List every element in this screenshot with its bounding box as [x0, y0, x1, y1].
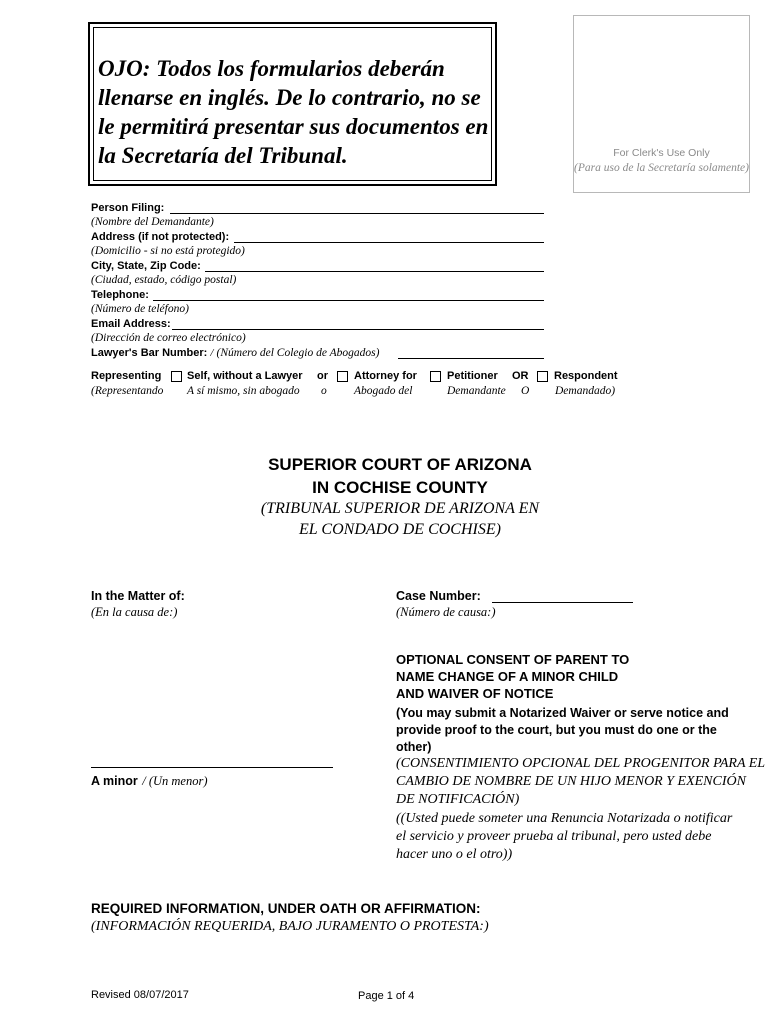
- case-number-label: Case Number:: [396, 589, 481, 603]
- minor-label: A minor: [91, 774, 138, 788]
- address-label: Address (if not protected):: [91, 231, 230, 243]
- representing-label: Representing: [91, 370, 162, 382]
- city-label-es: (Ciudad, estado, código postal): [91, 274, 237, 286]
- attorney-label: Attorney for: [354, 370, 417, 382]
- representing-label-es: (Representando: [91, 385, 164, 397]
- document-title-line1: OPTIONAL CONSENT OF PARENT TO: [396, 652, 630, 667]
- minor-name-field[interactable]: [91, 767, 333, 768]
- telephone-row: [91, 289, 149, 302]
- matter-label: In the Matter of:: [91, 589, 185, 603]
- telephone-label: Telephone:: [91, 289, 149, 301]
- court-title: SUPERIOR COURT OF ARIZONA: [268, 455, 532, 474]
- document-title-line2: NAME CHANGE OF A MINOR CHILD: [396, 669, 619, 684]
- document-title-note: (You may submit a Notarized Waiver or serve notice and provide proof to the court, but you must do one or the other): [396, 706, 729, 754]
- bar-number-label: Lawyer's Bar Number:: [91, 347, 208, 359]
- attorney-label-es: Abogado del: [354, 385, 413, 397]
- self-label: Self, without a Lawyer: [187, 370, 303, 382]
- matter-label-es: (En la causa de:): [91, 605, 178, 619]
- required-info-heading: REQUIRED INFORMATION, UNDER OATH OR AFFIRMATION:: [91, 901, 481, 916]
- notice-box: [88, 22, 497, 186]
- or-upper-label: OR: [512, 370, 529, 382]
- city-label: City, State, Zip Code:: [91, 260, 201, 272]
- clerk-use-label: For Clerk's Use Only: [613, 147, 710, 159]
- document-title: [396, 651, 766, 702]
- attorney-checkbox[interactable]: [337, 371, 348, 382]
- court-title-es: (TRIBUNAL SUPERIOR DE ARIZONA EN: [260, 500, 540, 517]
- bar-number-label-es: (Número del Colegio de Abogados): [216, 347, 380, 359]
- email-field[interactable]: [172, 329, 544, 330]
- notice-text: OJO: Todos los formularios deberán llenarse en inglés. De lo contrario, no se le permitirá presentar sus documentos en la Secretaría del Tribunal.: [98, 56, 489, 168]
- city-field[interactable]: [205, 271, 544, 272]
- court-county: IN COCHISE COUNTY: [312, 478, 488, 497]
- address-field[interactable]: [234, 242, 544, 243]
- or-upper-label-es: O: [521, 385, 530, 397]
- person-filing-label: Person Filing:: [91, 202, 165, 214]
- or-label-es: o: [321, 385, 327, 397]
- address-row: [91, 231, 229, 244]
- address-label-es: (Domicilio - si no está protegido): [91, 245, 245, 257]
- self-label-es: A sí mismo, sin abogado: [187, 385, 300, 397]
- petitioner-label: Petitioner: [447, 370, 498, 382]
- respondent-label-es: Demandado): [555, 385, 616, 397]
- petitioner-label-es: Demandante: [447, 385, 506, 397]
- clerk-use-label-es: (Para uso de la Secretaría solamente): [574, 162, 749, 174]
- or-label: or: [317, 370, 328, 382]
- document-title-es: (CONSENTIMIENTO OPCIONAL DEL PROGENITOR PARA EL CAMBIO DE NOMBRE DE UN HIJO MENOR Y EXENCIÓN DE NOTIFICACIÓN): [396, 756, 765, 807]
- bar-number-field[interactable]: [398, 358, 544, 359]
- respondent-checkbox[interactable]: [537, 371, 548, 382]
- person-filing-field[interactable]: [170, 213, 544, 214]
- respondent-label: Respondent: [554, 370, 618, 382]
- minor-row: [91, 772, 207, 790]
- email-label: Email Address:: [91, 318, 171, 330]
- city-row: [91, 260, 201, 273]
- document-title-line3: AND WAIVER OF NOTICE: [396, 686, 554, 701]
- person-filing-row: [91, 202, 164, 215]
- bar-number-sep: /: [210, 347, 214, 359]
- minor-label-es: / (Un menor): [142, 774, 208, 788]
- telephone-label-es: (Número de teléfono): [91, 303, 189, 315]
- revised-date: Revised 08/07/2017: [91, 989, 189, 1001]
- email-label-es: (Dirección de correo electrónico): [91, 332, 246, 344]
- clerk-use-box: [573, 15, 750, 193]
- telephone-field[interactable]: [153, 300, 544, 301]
- self-checkbox[interactable]: [171, 371, 182, 382]
- document-title-note-es: ((Usted puede someter una Renuncia Notarizada o notificar el servicio y proveer prueba al tribunal, pero usted debe hacer uno o el otro)): [396, 811, 733, 862]
- petitioner-checkbox[interactable]: [430, 371, 441, 382]
- court-county-es: EL CONDADO DE COCHISE): [299, 521, 501, 538]
- email-row: [91, 318, 171, 331]
- case-number-field[interactable]: [492, 602, 633, 603]
- bar-number-row: [91, 347, 379, 360]
- page-number: Page 1 of 4: [358, 990, 415, 1002]
- case-number-label-es: (Número de causa:): [396, 605, 496, 619]
- person-filing-label-es: (Nombre del Demandante): [91, 216, 214, 228]
- required-info-heading-es: (INFORMACIÓN REQUERIDA, BAJO JURAMENTO O PROTESTA:): [91, 919, 489, 934]
